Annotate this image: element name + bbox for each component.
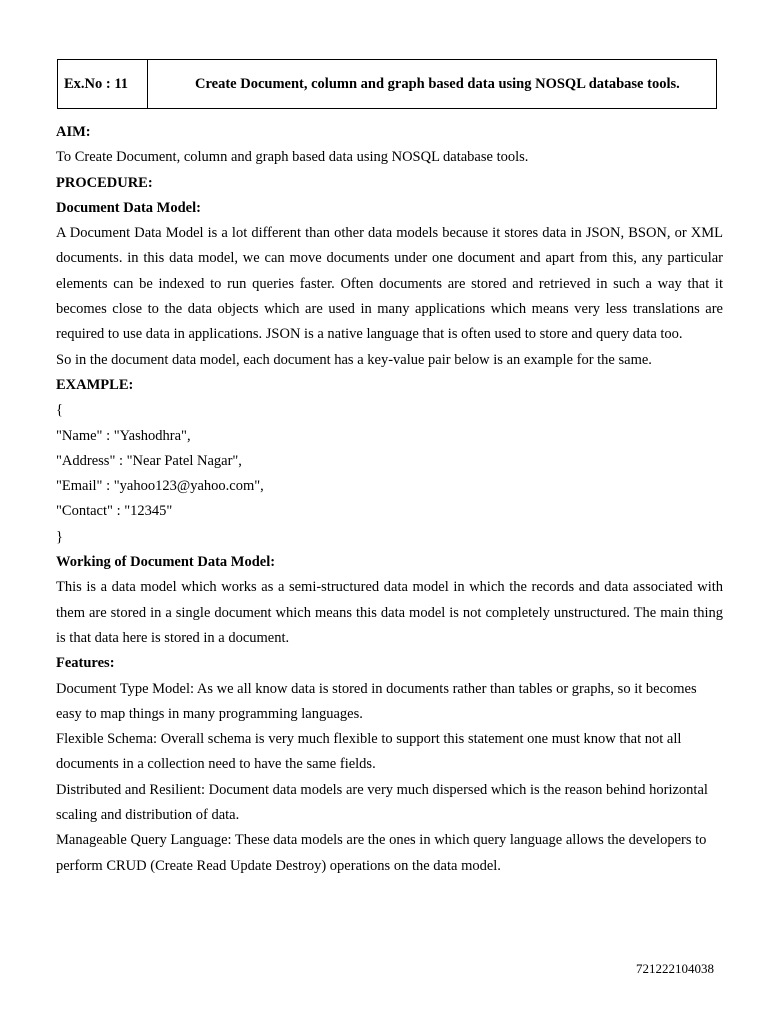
example-line: "Email" : "yahoo123@yahoo.com", — [56, 478, 264, 495]
exercise-header-box — [57, 59, 717, 109]
register-number: 721222104038 — [636, 961, 714, 976]
example-line: } — [56, 528, 63, 545]
exercise-number: Ex.No : 11 — [58, 60, 148, 108]
feature-item: Flexible Schema: Overall schema is very much flexible to support this statement one must know that not all documents in a collection need to have the same fields. — [56, 731, 682, 773]
document-data-model-heading: Document Data Model: — [56, 199, 201, 216]
features-heading: Features: — [56, 655, 115, 672]
example-line: "Name" : "Yashodhra", — [56, 427, 191, 444]
feature-item: Manageable Query Language: These data models are the ones in which query language allows the developers to perform CRUD (Create Read Update Destroy) operations on the data model. — [56, 832, 707, 874]
example-line: "Contact" : "12345" — [56, 503, 173, 520]
document-body — [56, 120, 723, 879]
feature-item: Distributed and Resilient: Document data models are very much dispersed which is the reason behind horizontal scaling and distribution of data. — [56, 781, 708, 824]
key-value-intro: So in the document data model, each document has a key-value pair below is an example for the same. — [56, 351, 652, 368]
example-line: "Address" : "Near Patel Nagar", — [56, 452, 242, 469]
aim-text: To Create Document, column and graph based data using NOSQL database tools. — [56, 149, 529, 166]
working-heading: Working of Document Data Model: — [56, 554, 276, 571]
procedure-heading: PROCEDURE: — [56, 174, 153, 191]
feature-item: Document Type Model: As we all know data is stored in documents rather than tables or graphs, so it becomes easy to map things in many programming languages. — [56, 680, 697, 722]
document-data-model-paragraph: A Document Data Model is a lot different than other data models because it stores data in JSON, BSON, or XML documents. in this data model, we can move documents under one document and apart from this, any particular elements can be indexed to run queries faster. Often documents are stored and retrieved in such a way that it becomes close to the data objects which are used in many applications which means very less translations are required to use data in applications. JSON is a native language that is often used to store and query data too. — [56, 225, 723, 343]
example-line: { — [56, 402, 63, 419]
aim-heading: AIM: — [56, 124, 91, 140]
example-heading: EXAMPLE: — [56, 376, 134, 393]
exercise-title: Create Document, column and graph based data using NOSQL database tools. — [195, 75, 680, 92]
working-paragraph: This is a data model which works as a semi-structured data model in which the records and data associated with them are stored in a single document which means this data model is not completely unstructured. The main thing is that data here is stored in a document. — [56, 579, 723, 646]
